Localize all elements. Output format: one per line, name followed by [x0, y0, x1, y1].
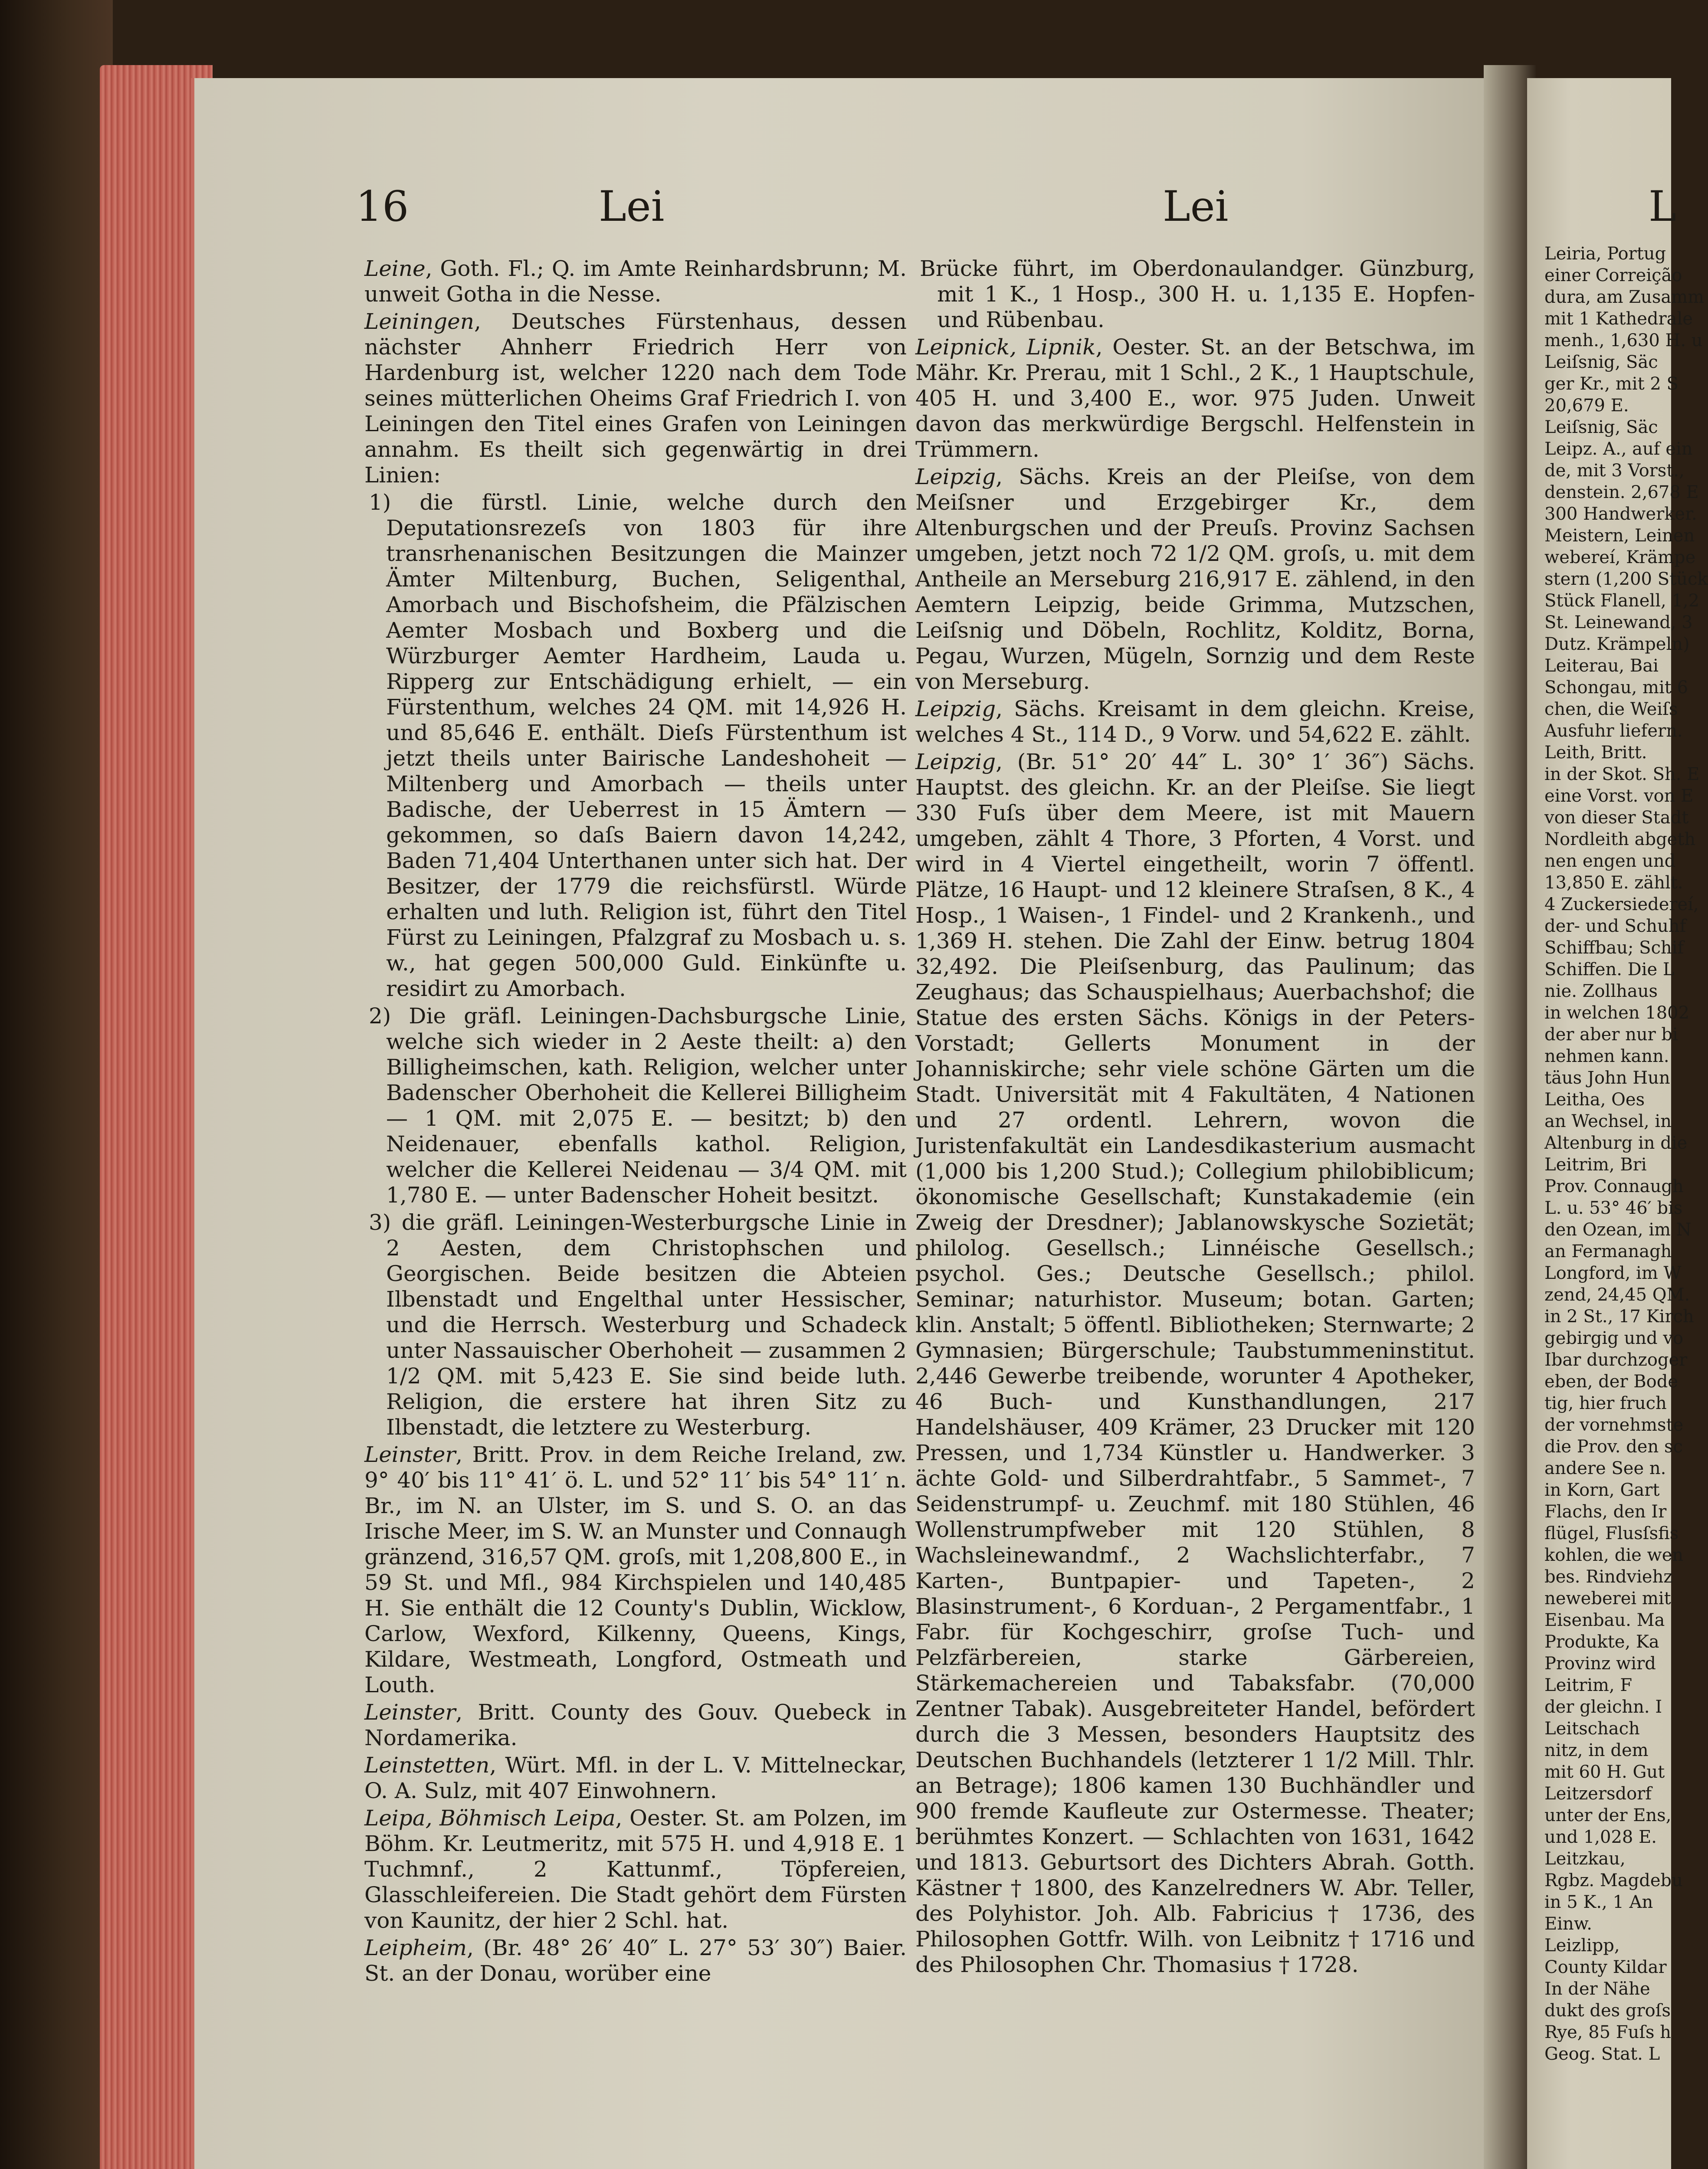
- facing-page-line: tig, hier fruch: [1544, 1393, 1667, 1413]
- facing-page-line: de, mit 3 Vorst.,: [1544, 461, 1685, 481]
- dictionary-entry: [369, 490, 907, 1002]
- facing-page-line: Leitzkau,: [1544, 1849, 1626, 1869]
- dictionary-entry: [915, 334, 1475, 462]
- facing-page-line: nehmen kann.: [1544, 1046, 1669, 1066]
- dictionary-entry: [364, 1753, 907, 1804]
- facing-page-line: dura, am Zusamm: [1544, 287, 1705, 307]
- dictionary-entry: [920, 256, 1475, 333]
- facing-page-line: andere See n.: [1544, 1458, 1666, 1478]
- facing-page-line: neweberei mit: [1544, 1589, 1671, 1609]
- facing-page-line: Einw.: [1544, 1914, 1592, 1934]
- dictionary-entry: [364, 309, 907, 488]
- facing-page-line: Stück Flanell, 1,2: [1544, 591, 1700, 611]
- facing-page-line: Provinz wird: [1544, 1654, 1656, 1674]
- facing-page-line: Dutz. Krämpeln): [1544, 634, 1690, 654]
- entry-text: 2) Die gräfl. Leiningen-Dachsburgsche Linie, welche sich wieder in 2 Aeste theilt: a) den Billigheimschen, kath. Religion, welcher unter Badenscher Oberhoheit die Kellerei Billigheim — 1 QM. mit 2,075 E. — besitzt; b) den Neidenauer, ebenfalls kathol. Religion, welcher die Kellerei Neidenau — 3/4 QM. mit 1,780 E. — unter Badenscher Hoheit besitzt.: [369, 1003, 907, 1208]
- dictionary-entry: [915, 464, 1475, 695]
- entry-headword: Leipa, Böhmisch Leipa: [364, 1805, 616, 1831]
- dictionary-entry: [364, 1805, 907, 1933]
- book-cover-edge: [0, 0, 113, 2169]
- facing-page-line: Leitschach: [1544, 1719, 1640, 1739]
- entry-headword: Leipnick, Lipnik: [915, 334, 1096, 360]
- facing-page-line: Schiffbau; Schif: [1544, 938, 1684, 958]
- facing-page-line: in der Skot. Sh. E: [1544, 764, 1700, 784]
- entry-headword: Leine: [364, 256, 426, 281]
- entry-text: , Britt. Prov. in dem Reiche Ireland, zw. 9° 40′ bis 11° 41′ ö. L. und 52° 11′ bis 54° 11′ n. Br., im N. an Ulster, im S. und S. O. an das Irische Meer, im S. W. an Munster und Connaugh gränzend, 316,57 QM. groſs, mit 1,208,800 E., in 59 St. und Mfl., 984 Kirchspielen und 140,485 H. Sie enthält die 12 County's Dublin, Wicklow, Carlow, Wexford, Kilkenny, Queens, Kings, Kildare, Westmeath, Longford, Ostmeath und Louth.: [364, 1442, 907, 1697]
- page-number: 16: [356, 182, 409, 231]
- dictionary-entry: [915, 696, 1475, 747]
- facing-page-line: und 1,028 E.: [1544, 1827, 1657, 1847]
- dictionary-entry: [369, 1003, 907, 1208]
- entry-text: , Deutsches Fürstenhaus, dessen nächster Ahnherr Friedrich Herr von Hardenburg ist, welcher 1220 nach dem Tode seines mütterlichen Oheims Graf Friedrich I. von Leiningen den Titel eines Grafen von Leiningen annahm. Es theilt sich gegenwärtig in drei Linien:: [364, 309, 907, 488]
- entry-text: , Goth. Fl.; Q. im Amte Reinhardsbrunn; M. unweit Gotha in die Nesse.: [364, 256, 907, 307]
- facing-page-line: L. u. 53° 46′ bis: [1544, 1198, 1683, 1218]
- facing-page-line: täus John Hun: [1544, 1068, 1670, 1088]
- facing-page-line: webereí, Krämpe: [1544, 547, 1696, 567]
- entry-headword: Leipheim: [364, 1935, 467, 1960]
- facing-page-line: Leipz. A., auf ein: [1544, 439, 1693, 459]
- facing-page-line: an Fermanagh: [1544, 1242, 1672, 1261]
- facing-page-line: in 2 St., 17 Kirch: [1544, 1307, 1694, 1327]
- facing-page-line: County Kildar: [1544, 1957, 1667, 1977]
- left-text-column: [364, 256, 907, 1988]
- entry-text: , Würt. Mfl. in der L. V. Mittelneckar, O. A. Sulz, mit 407 Einwohnern.: [364, 1753, 907, 1803]
- facing-page-line: Leitrim, Bri: [1544, 1155, 1647, 1175]
- entry-text: , Oester. St. am Polzen, im Böhm. Kr. Leutmeritz, mit 575 H. und 4,918 E. 1 Tuchmnf., 2 Kattunmf., Töpfereien, Glasschleifereien. Die Stadt gehört dem Fürsten von Kaunitz, der hier 2 Schl. hat.: [364, 1805, 907, 1933]
- facing-page-line: Leiterau, Bai: [1544, 656, 1659, 676]
- dictionary-entry: [364, 256, 907, 307]
- facing-page-line: Leiſsnig, Säc: [1544, 417, 1658, 437]
- running-header-left: Lei: [599, 182, 665, 231]
- facing-page-line: Leitrim, F: [1544, 1675, 1633, 1695]
- facing-page-line: in welchen 1802: [1544, 1003, 1690, 1023]
- facing-page-line: kohlen, die wen: [1544, 1545, 1684, 1565]
- entry-text: , Sächs. Kreisamt in dem gleichn. Kreise, welches 4 St., 114 D., 9 Vorw. und 54,622 E. zählt.: [915, 696, 1475, 747]
- facing-page-line: der vornehmste: [1544, 1415, 1684, 1435]
- facing-page-line: Produkte, Ka: [1544, 1632, 1659, 1652]
- facing-page-line: 13,850 E. zählt.: [1544, 873, 1683, 893]
- facing-page-line: in Korn, Gart: [1544, 1480, 1660, 1500]
- facing-page-line: Leitha, Oes: [1544, 1090, 1645, 1110]
- entry-headword: Leinster: [364, 1700, 456, 1725]
- entry-text: Brücke führt, im Oberdonaulandger. Günzburg, mit 1 K., 1 Hosp., 300 H. u. 1,135 E. Hopfen- und Rübenbau.: [920, 256, 1475, 332]
- facing-page-line: Nordleith abgeth: [1544, 829, 1696, 849]
- entry-text: 1) die fürstl. Linie, welche durch den Deputationsrezeſs von 1803 für ihre transrhenanischen Besitzungen die Mainzer Ämter Miltenburg, Buchen, Seligenthal, Amorbach und Bischofsheim, die Pfälzischen Aemter Mosbach und Boxberg und die Würzburger Aemter Hardheim, Lauda u. Ripperg zur Entschädigung erhielt, — ein Fürstenthum, welches 24 QM. mit 14,926 H. und 85,646 E. enthält. Dieſs Fürstenthum ist jetzt theils unter Bairische Landeshoheit — Miltenberg und Amorbach — theils unter Badische, der Ueberrest in 15 Ämtern — gekommen, so daſs Baiern davon 14,242, Baden 71,404 Unterthanen unter sich hat. Der Besitzer, der 1779 die reichsfürstl. Würde erhalten und luth. Religion ist, führt den Titel Fürst zu Leiningen, Pfalzgraf zu Mosbach u. s. w., hat gegen 500,000 Guld. Einkünfte u. residirt zu Amorbach.: [369, 490, 907, 1001]
- facing-page-line: stern (1,200 Stück: [1544, 569, 1708, 589]
- facing-page-line: denstein. 2,678 E: [1544, 482, 1699, 502]
- facing-page-line: der gleichn. I: [1544, 1697, 1662, 1717]
- facing-page-line: Leizlipp,: [1544, 1936, 1620, 1956]
- facing-page-line: bes. Rindviehz: [1544, 1567, 1673, 1587]
- facing-page-line: Flachs, den Ir: [1544, 1502, 1667, 1522]
- facing-page-line: Ibar durchzoger: [1544, 1350, 1688, 1370]
- facing-page-line: eine Vorst. von E: [1544, 786, 1694, 806]
- facing-page-line: Prov. Connaugh: [1544, 1176, 1684, 1196]
- facing-page-line: In der Nähe: [1544, 1979, 1650, 1999]
- entry-headword: Leinster: [364, 1442, 456, 1467]
- facing-page-line: Schiffen. Die L: [1544, 960, 1675, 980]
- facing-page-line: 20,679 E.: [1544, 396, 1629, 416]
- dictionary-entry: [364, 1700, 907, 1751]
- facing-page-line: Rye, 85 Fuſs h: [1544, 2022, 1672, 2042]
- entry-text: , Oester. St. an der Betschwa, im Mähr. Kr. Prerau, mit 1 Schl., 2 K., 1 Hauptschule, 405 H. und 3,400 E., wor. 975 Juden. Unweit davon das merkwürdige Bergschl. Helfenstein in Trümmern.: [915, 334, 1475, 462]
- entry-text: , (Br. 48° 26′ 40″ L. 27° 53′ 30″) Baier. St. an der Donau, worüber eine: [364, 1935, 907, 1986]
- facing-page-line: den Ozean, im N: [1544, 1220, 1692, 1240]
- dictionary-entry: [369, 1210, 907, 1440]
- facing-page-line: mit 1 Kathedrale: [1544, 309, 1693, 329]
- running-header-right: Lei: [1163, 182, 1229, 231]
- entry-text: 3) die gräfl. Leiningen-Westerburgsche Linie in 2 Aesten, dem Christophschen und Georgischen. Beide besitzen die Abteien Ilbenstadt und Engelthal unter Hessischer, und die Herrsch. Westerburg und Schadeck unter Nassauischer Oberhoheit — zusammen 2 1/2 QM. mit 5,423 E. Sie sind beide luth. Religion, die erstere hat ihren Sitz zu Ilbenstadt, die letztere zu Westerburg.: [369, 1210, 907, 1440]
- entry-text: , Sächs. Kreis an der Pleiſse, von dem Meiſsner und Erzgebirger Kr., dem Altenburgschen und der Preuſs. Provinz Sachsen umgeben, jetzt noch 72 1/2 QM. groſs, u. mit dem Antheile an Merseburg 216,917 E. zählend, in den Aemtern Leipzig, beide Grimma, Mutzschen, Leiſsnig und Döbeln, Rochlitz, Kolditz, Borna, Pegau, Wurzen, Mügeln, Sornzig und dem Reste von Merseburg.: [915, 464, 1475, 694]
- facing-page-line: eben, der Bode: [1544, 1372, 1678, 1392]
- dictionary-entry: [364, 1935, 907, 1986]
- facing-page-header: L: [1649, 182, 1676, 231]
- right-text-column: [915, 256, 1475, 1979]
- facing-page-line: Rgbz. Magdebu: [1544, 1871, 1683, 1891]
- facing-page-line: flügel, Flusſsfis: [1544, 1524, 1679, 1543]
- facing-page-line: der- und Schuhf: [1544, 916, 1686, 936]
- facing-page-line: nen engen und: [1544, 851, 1676, 871]
- facing-page-line: einer Correição: [1544, 265, 1682, 285]
- facing-page-line: menh., 1,630 H. u: [1544, 331, 1703, 351]
- facing-page-line: von dieser Stadt: [1544, 808, 1689, 828]
- facing-page-line: Meistern, Leinen: [1544, 526, 1695, 546]
- facing-page-line: Leith, Britt.: [1544, 743, 1647, 763]
- facing-page-line: Eisenbau. Ma: [1544, 1610, 1665, 1630]
- facing-page-line: 300 Handwerker.: [1544, 504, 1697, 524]
- facing-page-line: chen, die Weiſs: [1544, 699, 1678, 719]
- entry-headword: Leiningen: [364, 309, 474, 334]
- facing-page-line: ger Kr., mit 2 S: [1544, 374, 1678, 394]
- facing-page-line: gebirgig und vo: [1544, 1328, 1684, 1348]
- dictionary-entry: [364, 1442, 907, 1698]
- facing-page-line: Ausfuhr liefern.: [1544, 721, 1683, 741]
- facing-page-line: an Wechsel, in: [1544, 1111, 1672, 1131]
- facing-page-line: die Prov. den sc: [1544, 1437, 1683, 1457]
- facing-page-line: Schongau, mit 6: [1544, 678, 1688, 698]
- facing-page-line: 4 Zuckersiedereí,: [1544, 894, 1699, 914]
- facing-page-line: zend, 24,45 QM.: [1544, 1285, 1690, 1305]
- facing-page-line: St. Leinewand, 3: [1544, 613, 1693, 632]
- facing-page-line: nitz, in dem: [1544, 1740, 1649, 1760]
- facing-page-line: Geog. Stat. L: [1544, 2044, 1660, 2064]
- entry-headword: Leipzig: [915, 749, 996, 774]
- entry-text: , Britt. County des Gouv. Quebeck in Nordamerika.: [364, 1700, 907, 1750]
- dictionary-entry: [915, 749, 1475, 1978]
- facing-page-line: nie. Zollhaus: [1544, 981, 1658, 1001]
- entry-headword: Leipzig: [915, 696, 996, 721]
- facing-page-line: Longford, im W: [1544, 1263, 1682, 1283]
- entry-text: , (Br. 51° 20′ 44″ L. 30° 1′ 36″) Sächs. Hauptst. des gleichn. Kr. an der Pleiſse. Sie liegt 330 Fuſs über dem Meere, ist mit Mauern umgeben, zählt 4 Thore, 3 Pforten, 4 Vorst. und wird in 4 Viertel eingetheilt, worin 7 öffentl. Plätze, 16 Haupt- und 12 kleinere Straſsen, 8 K., 4 Hosp., 1 Waisen-, 1 Findel- und 2 Krankenh., und 1,369 H. stehen. Die Zahl der Einw. betrug 1804 32,492. Die Pleiſsenburg, das Paulinum; das Zeughaus; das Schauspielhaus; Auerbachshof; die Statue des ersten Sächs. Königs in der Peters-Vorstadt; Gellerts Monument in der Johanniskirche; sehr viele schöne Gärten um die Stadt. Universität mit 4 Fakultäten, 4 Nationen und 27 ordentl. Lehrern, wovon die Juristenfakultät ein Landesdikasterium ausmacht (1,000 bis 1,200 Stud.); Collegium philobiblicum; ökonomische Gesellschaft; Kunstakademie (ein Zweig der Dresdner); Jablanowskysche Sozietät; philolog. Gesellsch.; Linnéische Gesellsch.; psychol. Ges.; Deutsche Gesellsch.; philol. Seminar; naturhistor. Museum; botan. Garten; klin. Anstalt; 5 öffentl. Bibliotheken; Sternwarte; 2 Gymnasien; Bürgerschule; Taubstummeninstitut. 2,446 Gewerbe treibende, worunter 4 Apotheker, 46 Buch- und Kunsthandlungen, 217 Handelshäuser, 409 Krämer, 23 Drucker mit 120 Pressen, und 1,734 Künstler u. Handwerker. 3 ächte Gold- und Silberdrahtfabr., 5 Sammet-, 7 Seidenstrumpf- u. Zeuchmf. mit 180 Stühlen, 46 Wollenstrumpfweber mit 120 Stühlen, 8 Wachsleinewandmf., 2 Wachslichterfabr., 7 Karten-, Buntpapier- und Tapeten-, 2 Blasinstrument-, 6 Korduan-, 2 Pergamentfabr., 1 Fabr. für Kochgeschirr, groſse Tuch- und Pelzfärbereien, starke Gärbereien, Stärkemachereien und Tabaksfabr. (70,000 Zentner Tabak). Ausgebreiteter Handel, befördert durch die 3 Messen, besonders Hauptsitz des Deutschen Buchhandels (letzterer 1 1/2 Mill. Thlr. an Betrage); 1806 kamen 130 Buchhändler und 900 fremde Kaufleute zur Ostermesse. Theater; berühmtes Konzert. — Schlachten von 1631, 1642 und 1813. Geburtsort des Dichters Abrah. Gotth. Kästner † 1800, des Kanzelredners W. Abr. Teller, des Polyhistor. Joh. Alb. Fabricius † 1736, des Philosophen Gottfr. Wilh. von Leibnitz † 1716 und des Philosophen Chr. Thomasius † 1728.: [915, 749, 1475, 1977]
- entry-headword: Leipzig: [915, 464, 996, 489]
- facing-page-line: unter der Ens,: [1544, 1805, 1672, 1825]
- facing-page-text: [1544, 243, 1708, 2065]
- facing-page-line: der aber nur bi: [1544, 1025, 1678, 1045]
- facing-page-line: in 5 K., 1 An: [1544, 1892, 1653, 1912]
- facing-page-line: mit 60 H. Gut: [1544, 1762, 1665, 1782]
- facing-page-line: Altenburg in die: [1544, 1133, 1688, 1153]
- facing-page-line: Leiſsnig, Säc: [1544, 352, 1658, 372]
- entry-headword: Leinstetten: [364, 1753, 490, 1778]
- facing-page-line: Leitzersdorf: [1544, 1784, 1652, 1804]
- facing-page-line: dukt des groſs: [1544, 2001, 1671, 2021]
- facing-page-line: Leiria, Portug: [1544, 244, 1666, 264]
